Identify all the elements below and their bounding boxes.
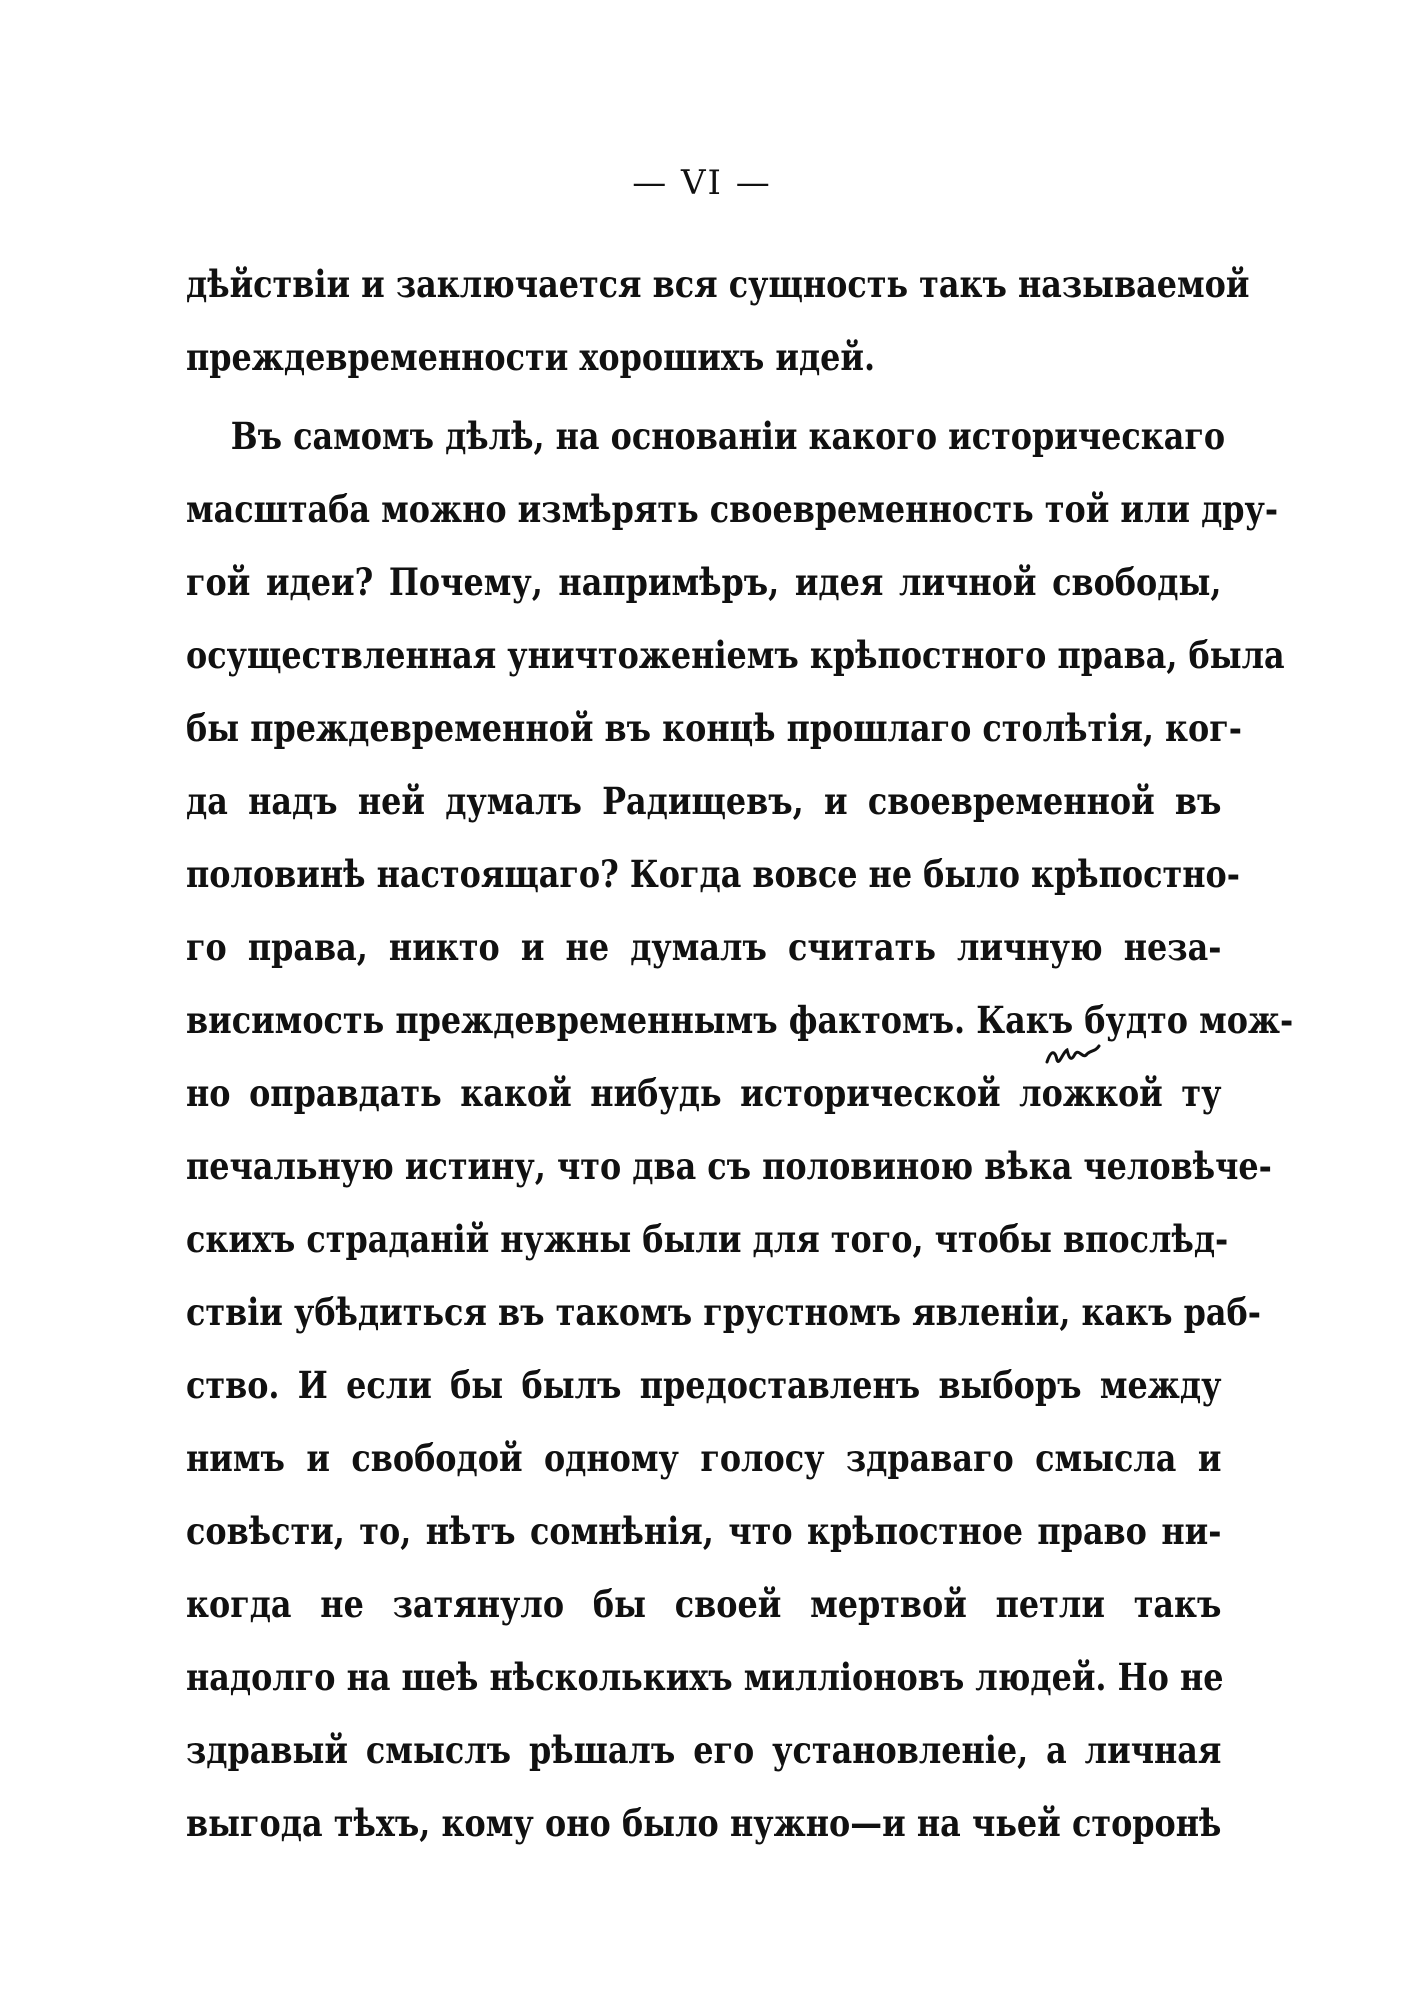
text-line: висимость преждевременнымъ фактомъ. Какъ будто мож- [186, 998, 1294, 1042]
page-number: — VI — [632, 163, 772, 203]
text-line: бы преждевременной въ концѣ прошлаго столѣтія, ког- [186, 706, 1242, 750]
text-line: надолго на шеѣ нѣсколькихъ милліоновъ людей. Но не [186, 1655, 1224, 1699]
paragraph-2 [186, 400, 1294, 1860]
text-line: Въ самомъ дѣлѣ, на основаніи какого историческаго [230, 414, 1226, 458]
text-line: го права, никто и не думалъ считать личную неза- [186, 925, 1222, 969]
text-line: ство. И если бы былъ предоставленъ выборъ между [186, 1363, 1222, 1407]
handwritten-correction-mark [1043, 1040, 1103, 1070]
paragraph-1 [186, 248, 1250, 394]
text-line: скихъ страданій нужны были для того, чтобы впослѣд- [186, 1217, 1229, 1261]
text-line: да надъ ней думалъ Радищевъ, и своевременной въ [186, 779, 1222, 823]
text-line: но оправдать какой нибудь исторической ложкой ту [186, 1071, 1222, 1115]
text-line: нимъ и свободой одному голосу здраваго смысла и [186, 1436, 1222, 1480]
text-line: здравый смыслъ рѣшалъ его установленіе, а личная [186, 1728, 1222, 1772]
text-line: когда не затянуло бы своей мертвой петли такъ [186, 1582, 1222, 1626]
text-line: половинѣ настоящаго? Когда вовсе не было крѣпостно- [186, 852, 1240, 896]
text-line: гой идеи? Почему, напримѣръ, идея личной свободы, [186, 560, 1222, 604]
text-line: печальную истину, что два съ половиною вѣка человѣче- [186, 1144, 1272, 1188]
text-line: совѣсти, то, нѣтъ сомнѣнія, что крѣпостное право ни- [186, 1509, 1222, 1553]
text-line: ствіи убѣдиться въ такомъ грустномъ явленіи, какъ раб- [186, 1290, 1261, 1334]
text-line: выгода тѣхъ, кому оно было нужно—и на чьей сторонѣ [186, 1801, 1222, 1845]
text-line: осуществленная уничтоженіемъ крѣпостного права, былa [186, 633, 1285, 677]
text-line: масштаба можно измѣрять своевременность той или дру- [186, 487, 1279, 531]
text-line: преждевременности хорошихъ идей. [186, 335, 876, 379]
text-line: дѣйствіи и заключается вся сущность такъ называемой [186, 262, 1250, 306]
